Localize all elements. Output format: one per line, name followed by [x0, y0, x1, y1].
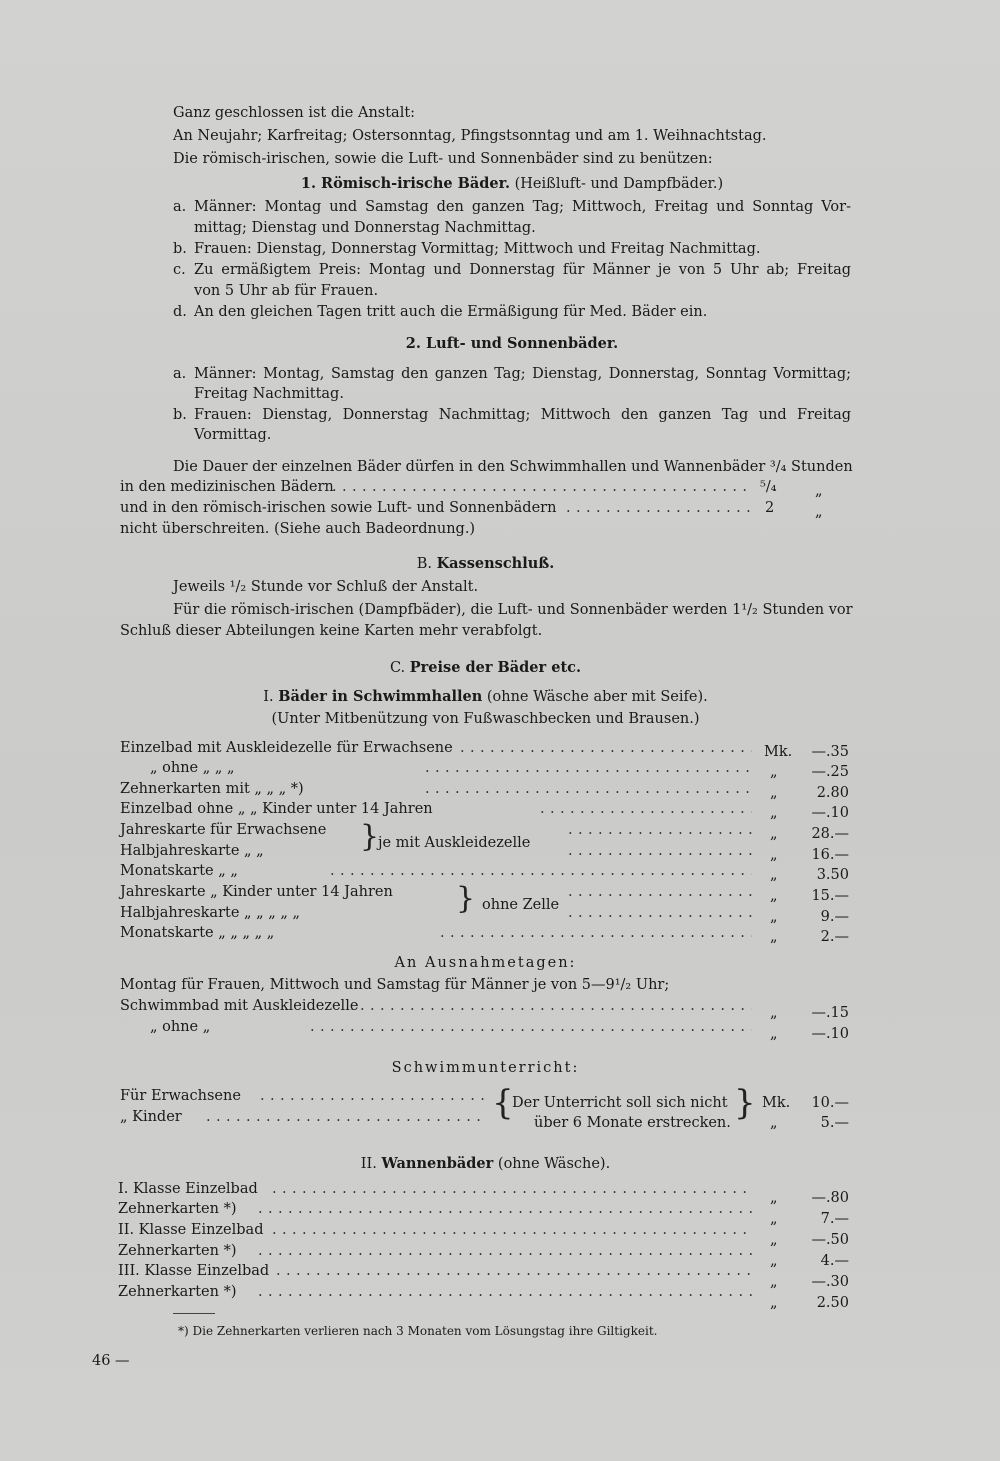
- price-row-label: Monatskarte „ „ „ „ „: [120, 925, 275, 941]
- price-value: 10.—: [811, 1095, 849, 1111]
- dot-leader: [276, 1262, 752, 1281]
- section-b-line-1: Jeweils ¹/₂ Stunde vor Schluß der Anstalt.: [173, 579, 479, 595]
- dot-leader: [566, 499, 752, 518]
- ditto-mark: „: [770, 1253, 778, 1269]
- price-value: —.50: [811, 1232, 849, 1248]
- page-number: 46 —: [92, 1353, 130, 1369]
- dot-leader: [310, 1018, 752, 1037]
- ditto-mark: „: [770, 764, 778, 780]
- price-value: 2.80: [816, 785, 849, 801]
- duration-line-1: Die Dauer der einzelnen Bäder dürfen in den Schwimmhallen und Wannenbäder ³/₄ Stunden: [173, 459, 853, 475]
- ditto-mark: „: [770, 1115, 778, 1131]
- price-value: —.30: [811, 1274, 849, 1290]
- duration-line-2-value: ⁵/₄: [760, 479, 777, 495]
- ditto-mark: „: [770, 1190, 778, 1206]
- dot-leader: [260, 1087, 486, 1106]
- price-value: —.35: [811, 744, 849, 760]
- dot-leader: [258, 1242, 752, 1261]
- closing-line-2: An Neujahr; Karfreitag; Ostersonntag, Pfingstsonntag und am 1. Weihnachtstag.: [173, 128, 767, 144]
- section-1-d-line-1: An den gleichen Tagen tritt auch die Ermäßigung für Med. Bäder ein.: [194, 304, 708, 320]
- price-row-label: „ Kinder: [120, 1109, 182, 1125]
- footnote-rule: [173, 1313, 215, 1314]
- duration-line-3-value: 2: [765, 500, 775, 516]
- dot-leader: [460, 739, 752, 758]
- exception-days-line-1: Montag für Frauen, Mittwoch und Samstag für Männer je von 5—9¹/₂ Uhr;: [120, 977, 670, 993]
- price-value: 5.—: [820, 1115, 849, 1131]
- section-1-heading: [173, 174, 851, 194]
- dot-leader: [272, 1180, 752, 1199]
- price-value: —.15: [811, 1005, 849, 1021]
- section-2-b-line-1: Frauen: Dienstag, Donnerstag Nachmittag; Mittwoch den ganzen Tag und Freitag: [194, 407, 851, 423]
- swim-lessons-note-line-1: Der Unterricht soll sich nicht: [512, 1095, 728, 1111]
- price-row-label: „ ohne „ „ „: [150, 760, 235, 776]
- item-label-c: c.: [173, 262, 186, 278]
- section-c-sub-title: Bäder in Schwimmhallen: [278, 688, 483, 705]
- section-b-line-2: Für die römisch-irischen (Dampfbäder), die Luft- und Sonnenbäder werden 1¹/₂ Stunden vor: [173, 602, 853, 618]
- price-row-label: Monatskarte „ „: [120, 863, 238, 879]
- exception-days-title: An Ausnahmetagen:: [394, 955, 577, 971]
- tub-baths-heading: [120, 1154, 851, 1174]
- price-value: —.10: [811, 1026, 849, 1042]
- price-value: 7.—: [820, 1211, 849, 1227]
- dot-leader: [258, 1283, 752, 1302]
- section-1-c-line-2: von 5 Uhr ab für Frauen.: [194, 283, 379, 299]
- duration-line-4: nicht überschreiten. (Siehe auch Badeordnung.): [120, 521, 476, 537]
- section-c-heading: [120, 658, 851, 678]
- item-label-a: a.: [173, 366, 187, 382]
- dot-leader: [568, 883, 752, 902]
- right-brace: }: [456, 881, 476, 916]
- dot-leader: [568, 904, 752, 923]
- price-row-label: „ ohne „: [150, 1019, 211, 1035]
- price-row-label: Halbjahreskarte „ „: [120, 843, 264, 859]
- ditto-mark: „: [770, 1026, 778, 1042]
- dot-leader: [425, 780, 752, 799]
- dot-leader: [330, 862, 752, 881]
- ditto-mark: „: [770, 785, 778, 801]
- price-value: 3.50: [816, 867, 849, 883]
- item-label-b: b.: [173, 407, 187, 423]
- ditto-mark: „: [770, 867, 778, 883]
- ditto-mark: „: [770, 929, 778, 945]
- group-label: je mit Auskleidezelle: [378, 835, 531, 851]
- duration-line-3-text: und in den römisch-irischen sowie Luft- und Sonnenbädern: [120, 500, 557, 516]
- price-value: 4.—: [820, 1253, 849, 1269]
- section-1-b-line-1: Frauen: Dienstag, Donnerstag Vormittag; Mittwoch und Freitag Nachmittag.: [194, 241, 761, 257]
- ditto-mark: „: [815, 483, 823, 499]
- dot-leader: [568, 821, 752, 840]
- ditto-mark: „: [770, 1295, 778, 1311]
- section-1-title: 1. Römisch-irische Bäder.: [300, 175, 511, 192]
- section-2-b-line-2: Vormittag.: [194, 427, 272, 443]
- section-c-title: Preise der Bäder etc.: [409, 659, 582, 676]
- price-value: 28.—: [811, 826, 849, 842]
- closing-line-1: Ganz geschlossen ist die Anstalt:: [173, 105, 416, 121]
- ditto-mark: „: [770, 888, 778, 904]
- price-value: —.25: [811, 764, 849, 780]
- price-row-label: I. Klasse Einzelbad: [118, 1181, 258, 1197]
- right-brace: }: [734, 1083, 756, 1123]
- dot-leader: [332, 478, 752, 497]
- section-c-sub-roman: I.: [263, 689, 274, 705]
- swim-lessons-title: Schwimmunterricht:: [391, 1060, 580, 1076]
- dot-leader: [425, 759, 752, 778]
- ditto-mark: „: [770, 1274, 778, 1290]
- price-row-label: III. Klasse Einzelbad: [118, 1263, 270, 1279]
- swim-lessons-note-line-2: über 6 Monate erstrecken.: [534, 1115, 731, 1131]
- price-value: 16.—: [811, 847, 849, 863]
- section-2-a-line-1: Männer: Montag, Samstag den ganzen Tag; Dienstag, Donnerstag, Sonntag Vormittag;: [194, 366, 851, 382]
- right-brace: }: [360, 819, 380, 854]
- price-row-label: Zehnerkarten *): [118, 1243, 237, 1259]
- price-row-label: Einzelbad mit Auskleidezelle für Erwachsene: [120, 740, 453, 756]
- item-label-d: d.: [173, 304, 187, 320]
- section-1-a-line-1: Männer: Montag und Samstag den ganzen Tag; Mittwoch, Freitag und Sonntag Vor-: [194, 199, 851, 215]
- section-b-letter: B.: [416, 556, 432, 572]
- price-value: 9.—: [820, 909, 849, 925]
- dot-leader: [206, 1108, 486, 1127]
- price-row-label: Jahreskarte für Erwachsene: [120, 822, 327, 838]
- price-value: —.10: [811, 805, 849, 821]
- ditto-mark: „: [770, 1232, 778, 1248]
- ditto-mark: „: [770, 847, 778, 863]
- dot-leader: [440, 924, 752, 943]
- section-c-subheading-2: (Unter Mitbenützung von Fußwaschbecken und Brausen.): [271, 711, 700, 727]
- price-row-label: Zehnerkarten *): [118, 1201, 237, 1217]
- price-row-label: Für Erwachsene: [120, 1088, 241, 1104]
- price-row-label: Halbjahreskarte „ „ „ „ „: [120, 905, 301, 921]
- section-1-c-line-1: Zu ermäßigtem Preis: Montag und Donnerstag für Männer je von 5 Uhr ab; Freitag: [194, 262, 851, 278]
- duration-line-2-text: in den medizinischen Bädern: [120, 479, 334, 495]
- section-2-title: 2. Luft- und Sonnenbäder.: [405, 335, 619, 352]
- currency-unit: Mk.: [762, 1095, 791, 1111]
- section-c-letter: C.: [389, 660, 406, 676]
- dot-leader: [540, 800, 752, 819]
- dot-leader: [568, 842, 752, 861]
- tub-baths-roman: II.: [360, 1156, 377, 1172]
- section-c-sub-rest: (ohne Wäsche aber mit Seife).: [486, 689, 708, 705]
- ditto-mark: „: [770, 805, 778, 821]
- section-1-subtitle: (Heißluft- und Dampfbäder.): [514, 176, 724, 192]
- price-row-label: Jahreskarte „ Kinder unter 14 Jahren: [120, 884, 393, 900]
- left-brace: {: [492, 1083, 514, 1123]
- tub-baths-title: Wannenbäder: [381, 1155, 494, 1172]
- group-label: ohne Zelle: [482, 897, 560, 913]
- section-2-a-line-2: Freitag Nachmittag.: [194, 386, 344, 402]
- closing-line-3: Die römisch-irischen, sowie die Luft- und Sonnenbäder sind zu benützen:: [173, 151, 713, 167]
- price-value: 15.—: [811, 888, 849, 904]
- dot-leader: [350, 997, 752, 1016]
- currency-unit: Mk.: [764, 744, 793, 760]
- item-label-b: b.: [173, 241, 187, 257]
- price-row-label: Zehnerkarten mit „ „ „ *): [120, 781, 304, 797]
- section-b-line-3: Schluß dieser Abteilungen keine Karten mehr verabfolgt.: [120, 623, 543, 639]
- item-label-a: a.: [173, 199, 187, 215]
- section-b-heading: [120, 554, 851, 574]
- footnote: *) Die Zehnerkarten verlieren nach 3 Monaten vom Lösungstag ihre Giltigkeit.: [178, 1324, 658, 1338]
- price-value: 2.50: [816, 1295, 849, 1311]
- ditto-mark: „: [770, 909, 778, 925]
- dot-leader: [258, 1200, 752, 1219]
- ditto-mark: „: [770, 1005, 778, 1021]
- ditto-mark: „: [815, 504, 823, 520]
- price-row-label: Einzelbad ohne „ „ Kinder unter 14 Jahren: [120, 801, 433, 817]
- price-row-label: II. Klasse Einzelbad: [118, 1222, 264, 1238]
- price-value: —.80: [811, 1190, 849, 1206]
- section-c-subheading: [120, 687, 851, 707]
- section-1-a-line-2: mittag; Dienstag und Donnerstag Nachmittag.: [194, 220, 536, 236]
- price-row-label: Schwimmbad mit Auskleidezelle: [120, 998, 359, 1014]
- dot-leader: [272, 1221, 752, 1240]
- ditto-mark: „: [770, 1211, 778, 1227]
- price-value: 2.—: [820, 929, 849, 945]
- price-row-label: Zehnerkarten *): [118, 1284, 237, 1300]
- ditto-mark: „: [770, 826, 778, 842]
- tub-baths-rest: (ohne Wäsche).: [497, 1156, 611, 1172]
- section-b-title: Kassenschluß.: [436, 555, 555, 572]
